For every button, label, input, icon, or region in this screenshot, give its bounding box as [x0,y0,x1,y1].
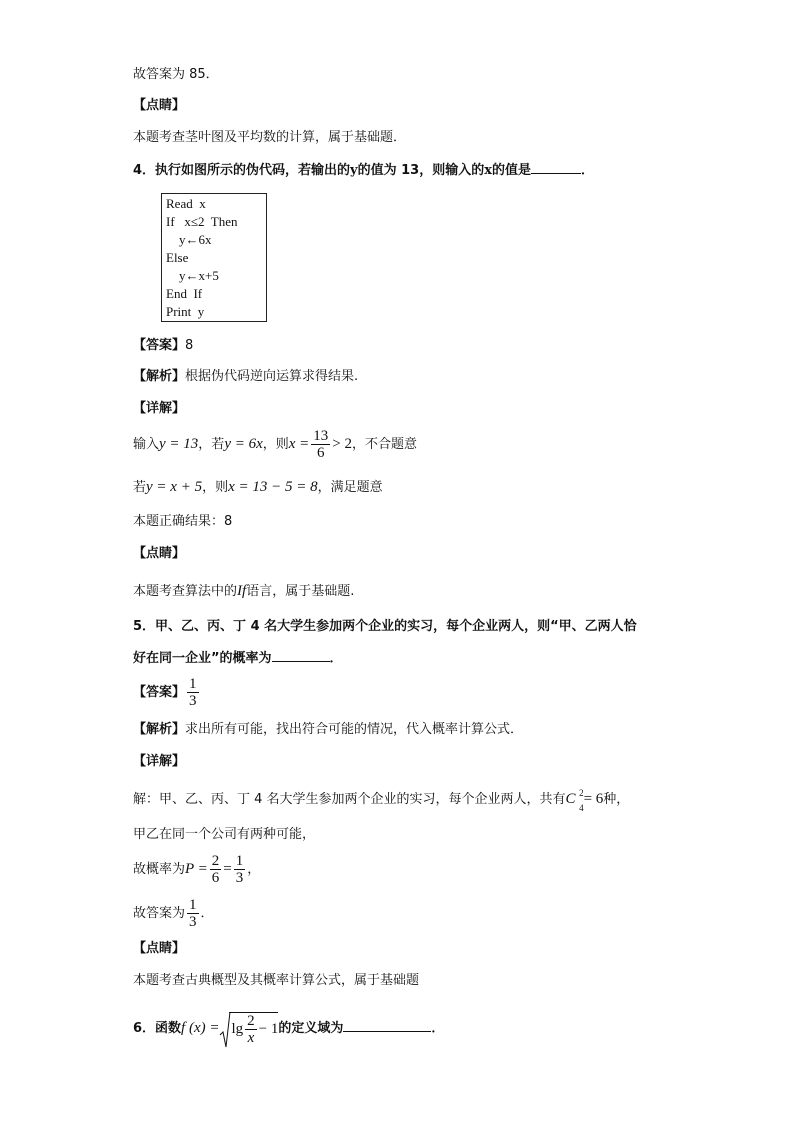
q6-b: 的定义域为 [278,1021,344,1036]
q4-answer-blank [531,161,581,174]
q4-end: ． [581,163,595,178]
s3-n2: 1 [235,853,244,869]
q5-end: ． [329,651,343,666]
s3-d1: 6 [211,870,220,886]
d1-gt: > 2 [332,436,353,452]
s1-eq: = 6 [583,791,604,807]
d1-fraction [311,428,330,461]
answer-4-label: 【答案】 [133,338,186,353]
s4-a: 故答案为 [133,906,186,921]
xiangjie-heading-2: 【详解】 [133,754,186,769]
answer-4-value: 8 [185,338,194,353]
s4-n: 1 [189,897,197,913]
d4-a: 本题考查算法中的 [133,584,238,599]
jiexi-5-text: 求出所有可能，找出符合可能的情况，代入概率计算公式． [185,722,524,737]
d1-d: ，不合题意 [352,437,418,452]
q6-end: ． [431,1021,445,1036]
s1-b: 种， [603,792,630,807]
s3-b: ， [247,862,261,877]
code-line-2: If x≤2 Then [166,214,238,229]
dianjing-text-2 [133,582,354,601]
answer-5 [133,676,201,709]
detail-line-1 [133,428,417,461]
s3-n1: 2 [211,853,220,869]
d4-if: If [237,583,247,599]
s1-combination [565,788,584,813]
q6-frac [245,1013,257,1046]
code-line-3: y←6x [166,232,212,247]
jiexi-4-label: 【解析】 [133,369,186,384]
d1-eq2: y = 6x [224,436,263,452]
q6-sqrt [219,1011,278,1047]
q5-answer-blank [272,649,330,662]
question-5-line-2 [133,649,343,668]
s3-frac-1 [210,853,222,886]
code-line-5: y←x+5 [166,268,219,283]
d2-eq2: x = 13 − 5 = 8 [228,479,318,495]
q6-answer-blank [343,1019,431,1032]
q6-num: 2 [247,1012,255,1029]
s3-p: P = [185,861,208,877]
d1-den: 6 [317,445,325,461]
question-6 [133,1010,444,1047]
dianjing-text-3: 本题考查古典概型及其概率计算公式，属于基础题 [133,973,420,988]
jiexi-4 [133,368,358,386]
d2-eq1: y = x + 5 [146,479,203,495]
s4-b: ． [200,906,214,921]
d1-x: x = [288,436,310,452]
question-5-line-1: 5．甲、乙、丙、丁 4 名大学生参加两个企业的实习，每个企业两人，则“甲、乙两人恰 [133,619,637,634]
solution-line-3 [133,853,260,886]
s1-c: C [565,791,576,807]
solution-line-2: 甲乙在同一个公司有两种可能， [133,827,316,842]
answer-5-label: 【答案】 [133,685,186,700]
d1-b: ，若 [198,437,225,452]
xiangjie-heading-1: 【详解】 [133,401,186,416]
d2-c: ，满足题意 [317,480,383,495]
q6-minus: − 1 [258,1020,279,1037]
d1-num: 13 [313,428,329,444]
code-line-1: Read x [166,196,206,211]
answer-line-85: 故答案为 85． [133,67,219,82]
d1-c: ，则 [262,437,289,452]
q4-x: x [484,163,492,178]
detail-line-2 [133,478,383,497]
d4-b: 语言，属于基础题. [246,584,355,599]
d2-a: 若 [133,480,147,495]
d1-a: 输入 [133,437,160,452]
answer-4 [133,337,193,355]
s1-sup: 2 [579,788,584,798]
answer-5-fraction [187,676,199,709]
s1-a: 解：甲、乙、丙、丁 4 名大学生参加两个企业的实习，每个企业两人，共有 [133,792,566,807]
dianjing-text-1: 本题考查茎叶图及平均数的计算，属于基础题． [133,130,407,145]
s4-d: 3 [189,914,197,930]
code-line-4: Else [166,250,189,265]
jiexi-5 [133,721,523,739]
q6-den: x [247,1029,255,1046]
s3-a: 故概率为 [133,862,186,877]
code-line-6: End If [166,286,203,301]
s1-sub: 4 [579,803,584,813]
code-line-7: Print y [166,304,205,319]
answer-5-den: 3 [189,693,197,709]
q6-lg: lg [231,1020,244,1037]
question-4 [133,161,594,180]
q6-a: 6．函数 [133,1021,182,1036]
d1-eq1: y = 13 [159,436,199,452]
pseudocode-box [161,193,267,322]
q4-y: y [350,163,358,178]
q4-text-a: 4．执行如图所示的伪代码，若输出的 [133,163,351,178]
dianjing-heading-2: 【点睛】 [133,546,186,561]
s3-frac-2 [234,853,246,886]
sqrt-radical-icon [219,1011,231,1049]
solution-line-1 [133,788,630,813]
d2-b: ，则 [202,480,229,495]
s3-d2: 3 [235,870,244,886]
answer-5-num: 1 [189,676,197,692]
s4-frac [187,897,199,930]
detail-line-3: 本题正确结果：8 [133,514,233,529]
q4-text-c: 的值是 [492,163,532,178]
jiexi-4-text: 根据伪代码逆向运算求得结果. [185,369,359,384]
q4-text-b: 的值为 13，则输入的 [357,163,485,178]
q6-f: f (x) = [181,1020,220,1036]
q5-line2a: 好在同一企业”的概率为 [133,651,272,666]
s3-eq: = [223,861,232,877]
dianjing-heading-1: 【点睛】 [133,98,186,113]
dianjing-heading-3: 【点睛】 [133,941,186,956]
solution-line-4 [133,897,214,930]
jiexi-5-label: 【解析】 [133,722,186,737]
